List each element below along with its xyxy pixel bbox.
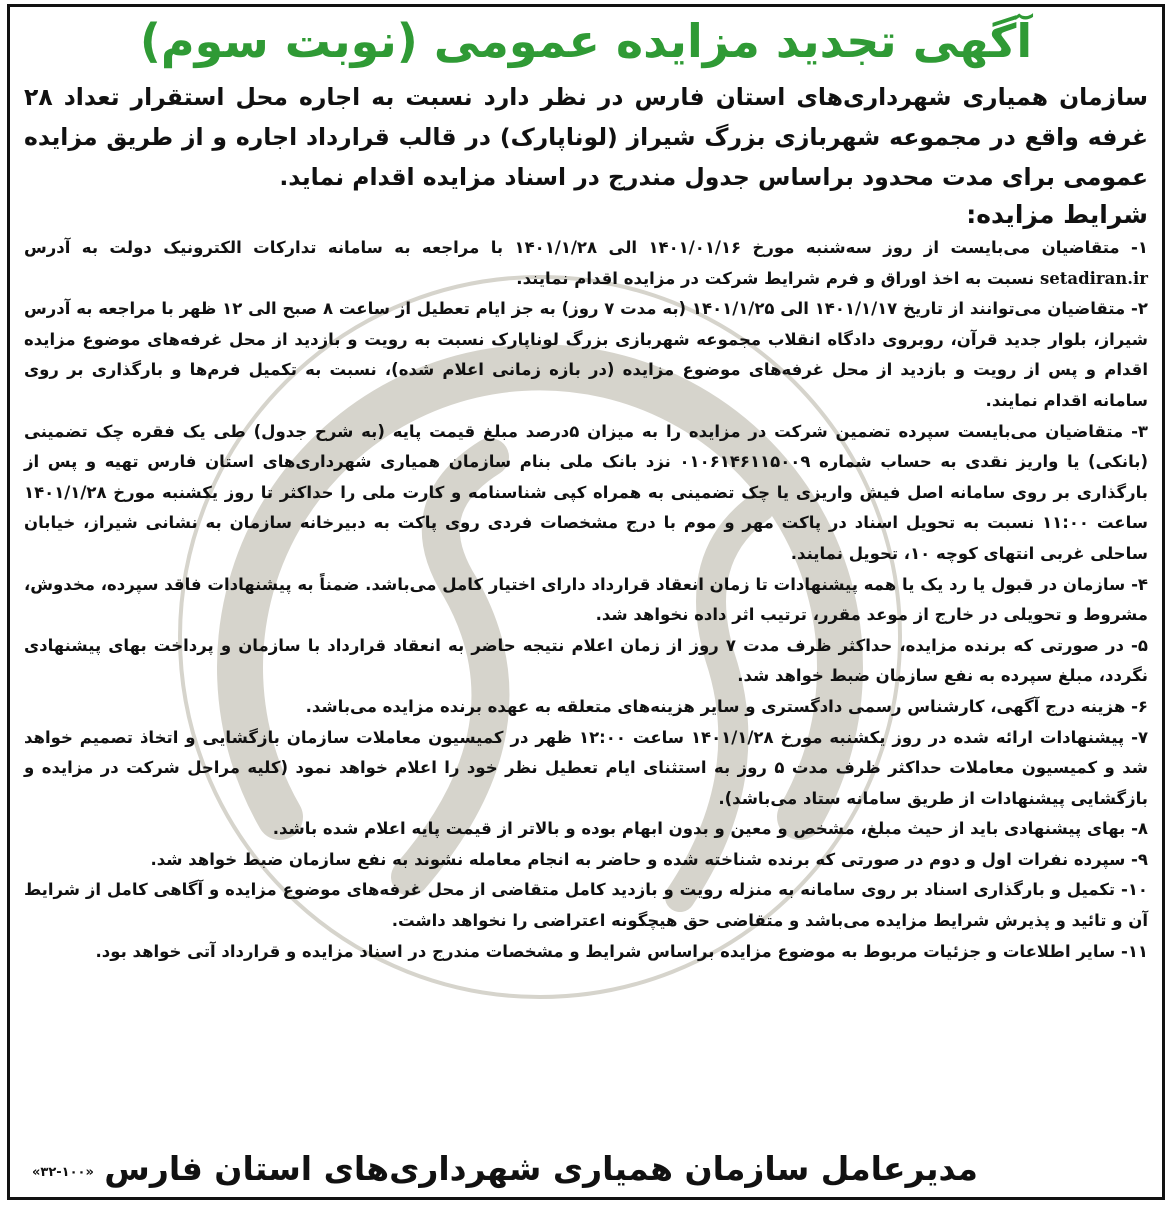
condition-item-1 [24, 233, 1148, 294]
condition-item-5: ۵- در صورتی که برنده مزایده، حداکثر ظرف مدت ۷ روز از زمان اعلام نتیجه حاضر به انعقاد قرارداد با سازمان و پرداخت بهای پیشنهادی نگردد، مبلغ سپرده به نفع سازمان ضبط خواهد شد. [24, 635, 1148, 686]
condition-item-9: ۹- سپرده نفرات اول و دوم در صورتی که برنده شناخته شده و حاضر به انجام معامله نشوند به نفع سازمان ضبط خواهد شد. [150, 849, 1148, 869]
auction-notice [7, 4, 1165, 1200]
condition-item-7: ۷- پیشنهادات ارائه شده در روز یکشنبه مورخ ۱۴۰۱/۱/۲۸ ساعت ۱۲:۰۰ ظهر در کمیسیون معاملات سازمان بازگشایی و اتخاذ تصمیم خواهد شد و کمیسیون معاملات حداکثر ظرف مدت ۵ روز به استثنای ایام تعطیل نظر خود را اعلام خواهد نمود (کلیه مراحل شرکت در مزایده و بازگشایی پیشنهادات از طریق سامانه ستاد می‌باشد). [24, 727, 1149, 808]
condition-1-text-end: نسبت به اخذ اوراق و فرم شرایط شرکت در مزایده اقدام نمایند. [516, 268, 1035, 288]
condition-item-10: ۱۰- تکمیل و بارگذاری اسناد بر روی سامانه به منزله رویت و بازدید کامل متقاضی از محل غرفه‌های موضوع مزایده و آگاهی کامل از شرایط آن و تائید و پذیرش شرایط مزایده می‌باشد و متقاضی حق هیچگونه اعتراضی را نخواهد داشت. [24, 880, 1148, 931]
conditions-heading: شرایط مزایده: [966, 200, 1148, 229]
condition-1-text: ۱- متقاضیان می‌بایست از روز سه‌شنبه مورخ ۱۴۰۱/۰۱/۱۶ الی ۱۴۰۱/۱/۲۸ با مراجعه به سامانه تدارکات الکترونیک دولت به آدرس [24, 238, 1148, 257]
notice-code: «۳۲-۱۰۰» [32, 1165, 94, 1180]
condition-item-2: ۲- متقاضیان می‌توانند از تاریخ ۱۴۰۱/۱/۱۷ الی ۱۴۰۱/۱/۲۵ (به مدت ۷ روز) به جز ایام تعطیل از ساعت ۸ صبح الی ۱۲ ظهر با مراجعه به آدرس شیراز، بلوار جدید قرآن، روبروی دادگاه انقلاب مجموعه شهربازی بزرگ لوناپارک نسبت به رویت و بازدید از محل غرفه‌های موضوع مزایده اقدام و پس از رویت و بازدید از محل غرفه‌های موضوع مزایده (در بازه زمانی اعلام شده)، نسبت به تکمیل فرم‌ها و بارگذاری بر روی سامانه اقدام نمایند. [24, 299, 1148, 410]
condition-item-4: ۴- سازمان در قبول یا رد یک یا همه پیشنهادات تا زمان انعقاد قرارداد دارای اختیار کامل می‌باشد. ضمناً به پیشنهادات فاقد سپرده، مخدوش، مشروط و تحویلی در خارج از موعد مقرر، ترتیب اثر داده نخواهد شد. [24, 574, 1148, 625]
notice-intro: سازمان همیاری شهرداری‌های استان فارس در نظر دارد نسبت به اجاره محل استقرار تعداد ۲۸ غرفه واقع در مجموعه شهربازی بزرگ شیراز (لوناپارک) در قالب قرارداد اجاره و از طریق مزایده عمومی برای مدت محدود براساس جدول مندرج در اسناد مزایده اقدام نماید. [24, 83, 1148, 191]
conditions-list [24, 233, 1148, 967]
setadiran-link[interactable]: setadiran.ir [1040, 268, 1148, 288]
condition-item-8: ۸- بهای پیشنهادی باید از حیث مبلغ، مشخص و معین و بدون ابهام بوده و بالاتر از قیمت پایه اعلام شده باشد. [272, 819, 1148, 839]
condition-item-3: ۳- متقاضیان می‌بایست سپرده تضمین شرکت در مزایده را به میزان ۵درصد مبلغ قیمت پایه (به شرح جدول) طی یک فقره چک تضمینی (بانکی) یا واریز نقدی به حساب شماره ۰۱۰۶۱۴۶۱۱۵۰۰۹ نزد بانک ملی بنام سازمان همیاری شهرداری‌های استان فارس تهیه و پس از بارگذاری بر روی سامانه اصل فیش واریزی یا چک تضمینی به همراه کپی شناسنامه و کارت ملی را حداکثر تا روز یکشنبه مورخ ۱۴۰۱/۱/۲۸ ساعت ۱۱:۰۰ نسبت به تحویل اسناد در پاکت مهر و موم با درج مشخصات فردی روی پاکت به دبیرخانه سازمان به نشانی شیراز، خیابان ساحلی غربی انتهای کوچه ۱۰، تحویل نمایند. [24, 421, 1148, 563]
notice-title: آگهی تجدید مزایده عمومی (نوبت سوم) [139, 14, 1033, 68]
condition-item-11: ۱۱- سایر اطلاعات و جزئیات مربوط به موضوع مزایده براساس شرایط و مشخصات مندرج در اسناد مزایده و قرارداد آتی خواهد بود. [95, 941, 1148, 961]
notice-footer [24, 1143, 1148, 1193]
signature: مدیرعامل سازمان همیاری شهرداری‌های استان فارس [104, 1149, 978, 1188]
condition-item-6: ۶- هزینه درج آگهی، کارشناس رسمی دادگستری و سایر هزینه‌های متعلقه به عهده برنده مزایده می‌باشد. [305, 696, 1148, 716]
